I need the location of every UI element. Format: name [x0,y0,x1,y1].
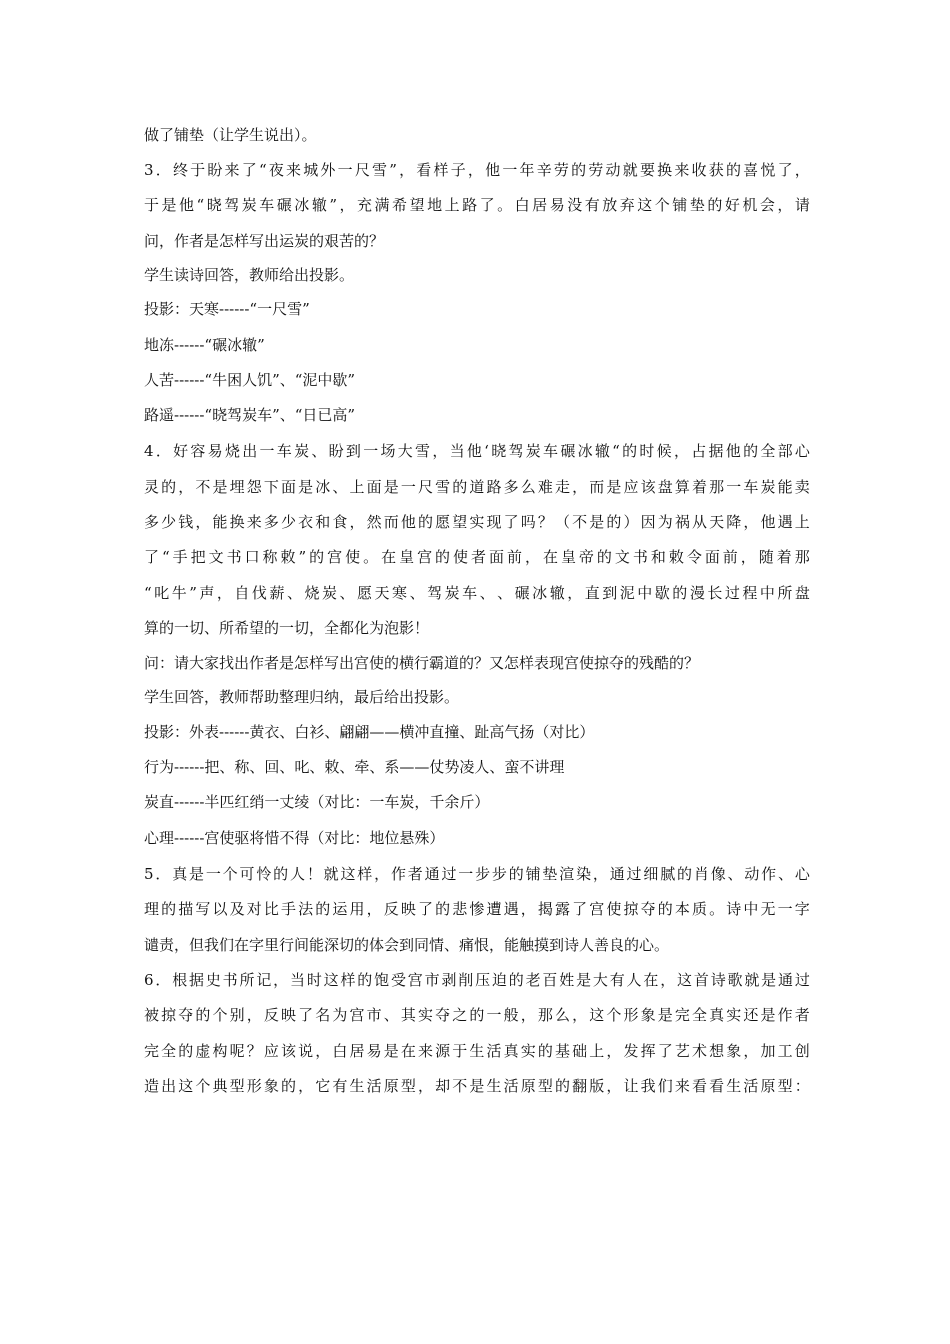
paragraph-line: 了 “ 手 把 文 书 口 称 敕 ” 的 宫 使 。 在 皇 宫 的 使 者 面 前 ， 在 皇 帝 的 文 书 和 敕 令 面 前 ， 随 着 那 [144,548,810,566]
paragraph-line: 投影：外表------黄衣、白衫、翩翩——横冲直撞、趾高气扬（对比） [144,723,595,741]
paragraph-line: 于 是 他 “ 晓 驾 炭 车 碾 冰 辙 ” ， 充 满 希 望 地 上 路 了 。 白 居 易 没 有 放 弃 这 个 铺 垫 的 好 机 会 ， 请 [144,196,810,214]
paragraph-line: 做了铺垫（让学生说出）。 [144,126,317,144]
paragraph-line: 人苦------“牛困人饥”、“泥中歇” [144,371,356,389]
paragraph-line: 炭直------半匹红绡一丈绫（对比：一车炭，千余斤） [144,793,490,811]
paragraph-line: 造 出 这 个 典 型 形 象 的 ， 它 有 生 活 原 型 ， 却 不 是 生 活 原 型 的 翻 版 ， 让 我 们 来 看 看 生 活 原 型 ： [144,1077,810,1095]
paragraph-line: 多 少 钱 ， 能 换 来 多 少 衣 和 食 ， 然 而 他 的 愿 望 实 现 了 吗 ？ （ 不 是 的 ） 因 为 祸 从 天 降 ， 他 遇 上 [144,513,810,531]
paragraph-line: 行为------把、称、回、叱、敕、牵、系——仗势凌人、蛮不讲理 [144,758,565,776]
paragraph-line: 灵 的 ， 不 是 埋 怨 下 面 是 冰 、 上 面 是 一 尺 雪 的 道 路 多 么 难 走 ， 而 是 应 该 盘 算 着 那 一 车 炭 能 卖 [144,478,810,496]
paragraph-line: 学生读诗回答，教师给出投影。 [144,266,355,284]
paragraph-line: 投影：天寒------“一尺雪” [144,300,310,318]
paragraph-line: 5 ． 真 是 一 个 可 怜 的 人 ！ 就 这 样 ， 作 者 通 过 一 步 步 的 铺 垫 渲 染 ， 通 过 细 腻 的 肖 像 、 动 作 、 心 [144,865,810,883]
paragraph-line: 学生回答，教师帮助整理归纳，最后给出投影。 [144,688,460,706]
paragraph-line: 地冻------“碾冰辙” [144,336,265,354]
paragraph-line: 谴责，但我们在字里行间能深切的体会到同情、痛恨，能触摸到诗人善良的心。 [144,936,670,954]
paragraph-line: 3 ． 终 于 盼 来 了 “ 夜 来 城 外 一 尺 雪 ” ， 看 样 子 ， 他 一 年 辛 劳 的 劳 动 就 要 换 来 收 获 的 喜 悦 了 ， [144,161,810,179]
paragraph-line: 6 ． 根 据 史 书 所 记 ， 当 时 这 样 的 饱 受 宫 市 剥 削 压 迫 的 老 百 姓 是 大 有 人 在 ， 这 首 诗 歌 就 是 通 过 [144,971,810,989]
paragraph-line: “ 叱 牛 ” 声 ， 自 伐 薪 、 烧 炭 、 愿 天 寒 、 驾 炭 车 、 、 碾 冰 辙 ， 直 到 泥 中 歇 的 漫 长 过 程 中 所 盘 [144,584,810,602]
paragraph-line: 算的一切、所希望的一切，全都化为泡影！ [144,619,430,637]
paragraph-line: 被 掠 夺 的 个 别 ， 反 映 了 名 为 宫 市 、 其 实 夺 之 的 一 般 ， 那 么 ， 这 个 形 象 是 完 全 真 实 还 是 作 者 [144,1006,810,1024]
paragraph-line: 问，作者是怎样写出运炭的艰苦的？ [144,232,385,250]
paragraph-line: 完 全 的 虚 构 呢 ？ 应 该 说 ， 白 居 易 是 在 来 源 于 生 活 真 实 的 基 础 上 ， 发 挥 了 艺 术 想 象 ， 加 工 创 [144,1042,810,1060]
paragraph-line: 问：请大家找出作者是怎样写出宫使的横行霸道的？又怎样表现宫使掠夺的残酷的？ [144,654,700,672]
paragraph-line: 4 ． 好 容 易 烧 出 一 车 炭 、 盼 到 一 场 大 雪 ， 当 他 ‘ 晓 驾 炭 车 碾 冰 辙 “ 的 时 候 ， 占 据 他 的 全 部 心 [144,442,810,460]
paragraph-line: 心理------宫使驱将惜不得（对比：地位悬殊） [144,829,445,847]
paragraph-line: 路遥------“晓驾炭车”、“日已高” [144,406,356,424]
paragraph-line: 理 的 描 写 以 及 对 比 手 法 的 运 用 ， 反 映 了 的 悲 惨 遭 遇 ， 揭 露 了 宫 使 掠 夺 的 本 质 。 诗 中 无 一 字 [144,900,810,918]
